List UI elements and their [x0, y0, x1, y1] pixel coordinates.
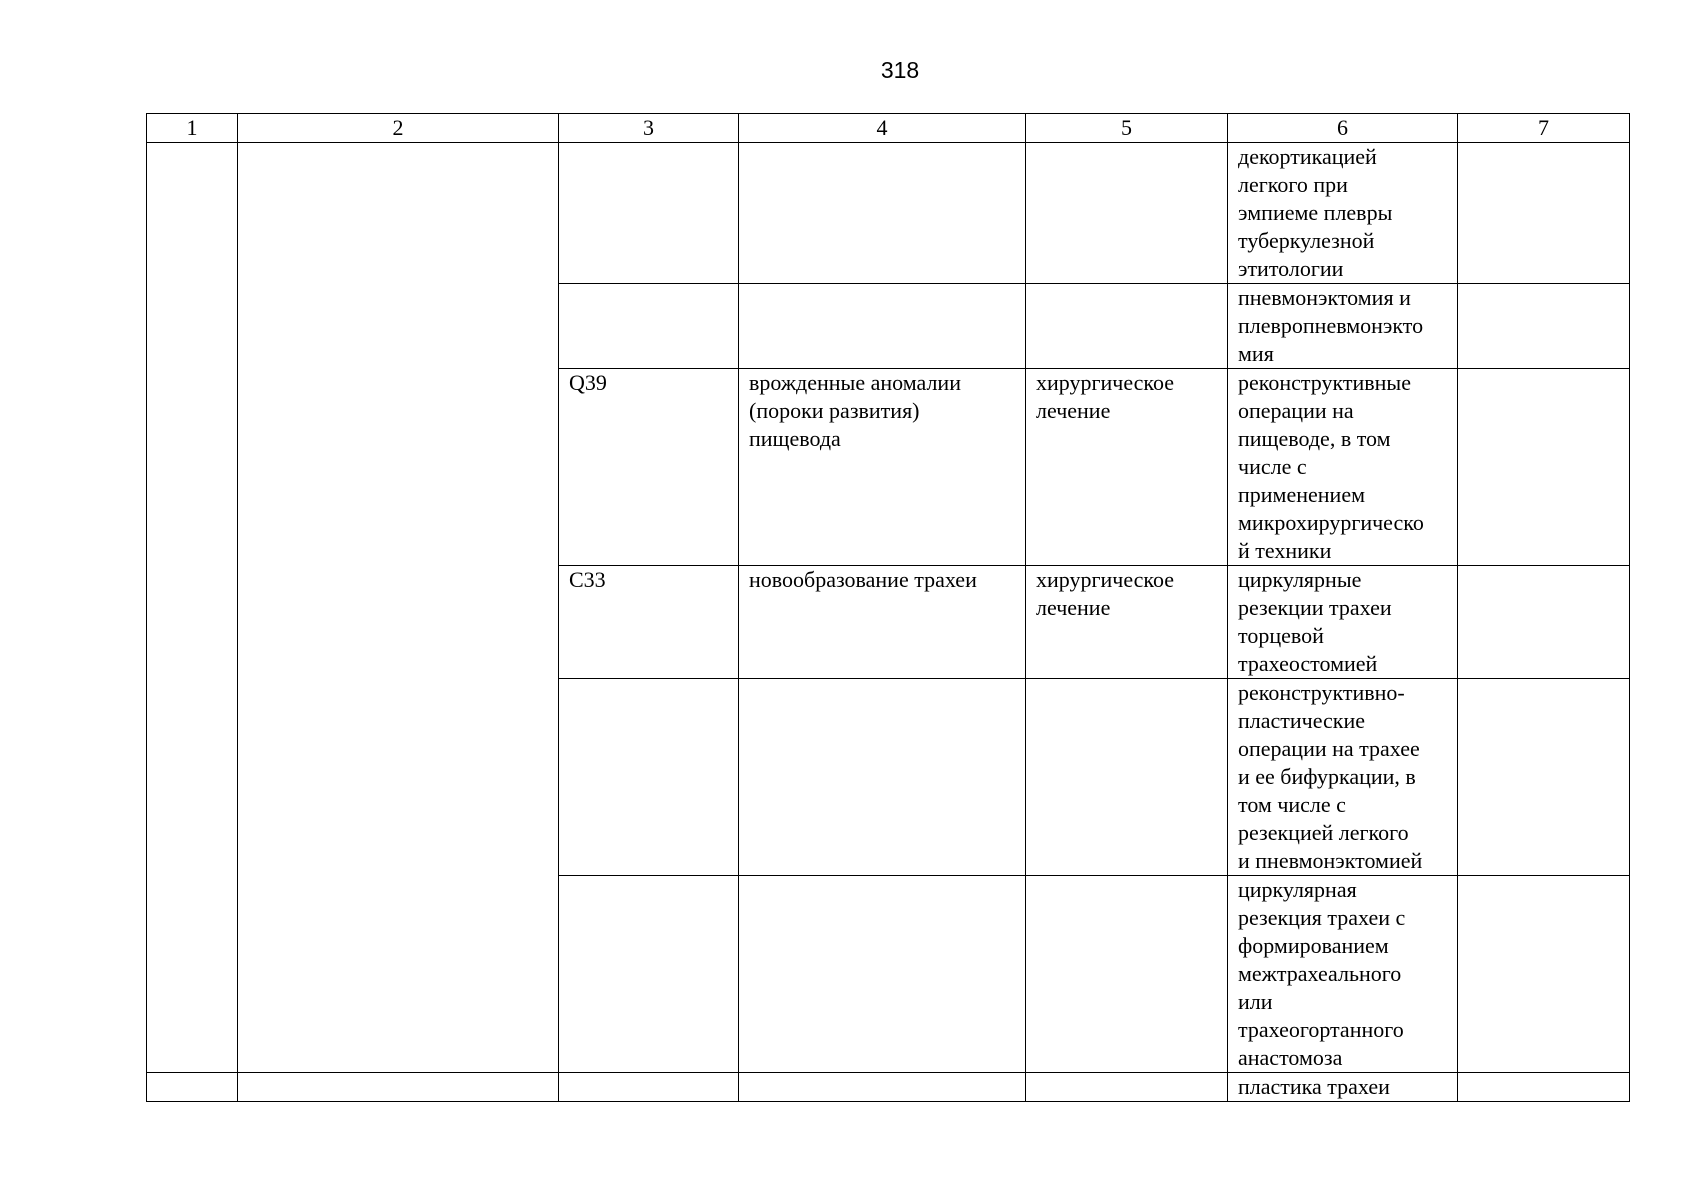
cell-treatment [1026, 876, 1228, 1073]
cell-treatment [1026, 679, 1228, 876]
cell-col1-merged [147, 143, 238, 1073]
cell-method: циркулярные резекции трахеи торцевой трахеостомией [1228, 566, 1458, 679]
cell-diagnosis [739, 1073, 1026, 1102]
cell-col7 [1458, 679, 1630, 876]
table-row [147, 143, 1630, 284]
cell-col7 [1458, 566, 1630, 679]
cell-diagnosis: врожденные аномалии (пороки развития) пищевода [739, 369, 1026, 566]
cell-treatment [1026, 284, 1228, 369]
cell-code: C33 [559, 566, 739, 679]
column-header-2: 2 [238, 114, 559, 143]
cell-treatment: хирургическое лечение [1026, 369, 1228, 566]
column-header-3: 3 [559, 114, 739, 143]
table-header-row [147, 114, 1630, 143]
cell-code: Q39 [559, 369, 739, 566]
cell-col2-merged [238, 143, 559, 1073]
cell-col7 [1458, 876, 1630, 1073]
cell-code [559, 876, 739, 1073]
cell-method: реконструктивные операции на пищеводе, в том числе с применением микрохирургическо й техники [1228, 369, 1458, 566]
column-header-7: 7 [1458, 114, 1630, 143]
cell-code [559, 1073, 739, 1102]
cell-diagnosis [739, 679, 1026, 876]
cell-col7 [1458, 369, 1630, 566]
cell-diagnosis [739, 284, 1026, 369]
cell-treatment: хирургическое лечение [1026, 566, 1228, 679]
column-header-1: 1 [147, 114, 238, 143]
page-number: 318 [880, 57, 920, 83]
procedures-table [146, 113, 1630, 1102]
cell-code [559, 284, 739, 369]
cell-col7 [1458, 284, 1630, 369]
cell-col2 [238, 1073, 559, 1102]
cell-diagnosis [739, 143, 1026, 284]
cell-method: циркулярная резекция трахеи с формированием межтрахеального или трахеогортанного анастомоза [1228, 876, 1458, 1073]
cell-code [559, 679, 739, 876]
column-header-4: 4 [739, 114, 1026, 143]
column-header-5: 5 [1026, 114, 1228, 143]
cell-treatment [1026, 1073, 1228, 1102]
cell-method: пластика трахеи [1228, 1073, 1458, 1102]
cell-treatment [1026, 143, 1228, 284]
table-row [147, 1073, 1630, 1102]
cell-col1 [147, 1073, 238, 1102]
cell-col7 [1458, 1073, 1630, 1102]
cell-code [559, 143, 739, 284]
cell-col7 [1458, 143, 1630, 284]
cell-method: пневмонэктомия и плевропневмонэкто мия [1228, 284, 1458, 369]
column-header-6: 6 [1228, 114, 1458, 143]
cell-method: декортикацией легкого при эмпиеме плевры туберкулезной этитологии [1228, 143, 1458, 284]
cell-diagnosis: новообразование трахеи [739, 566, 1026, 679]
cell-diagnosis [739, 876, 1026, 1073]
cell-method: реконструктивно- пластические операции на трахее и ее бифуркации, в том числе с резекцией легкого и пневмонэктомией [1228, 679, 1458, 876]
